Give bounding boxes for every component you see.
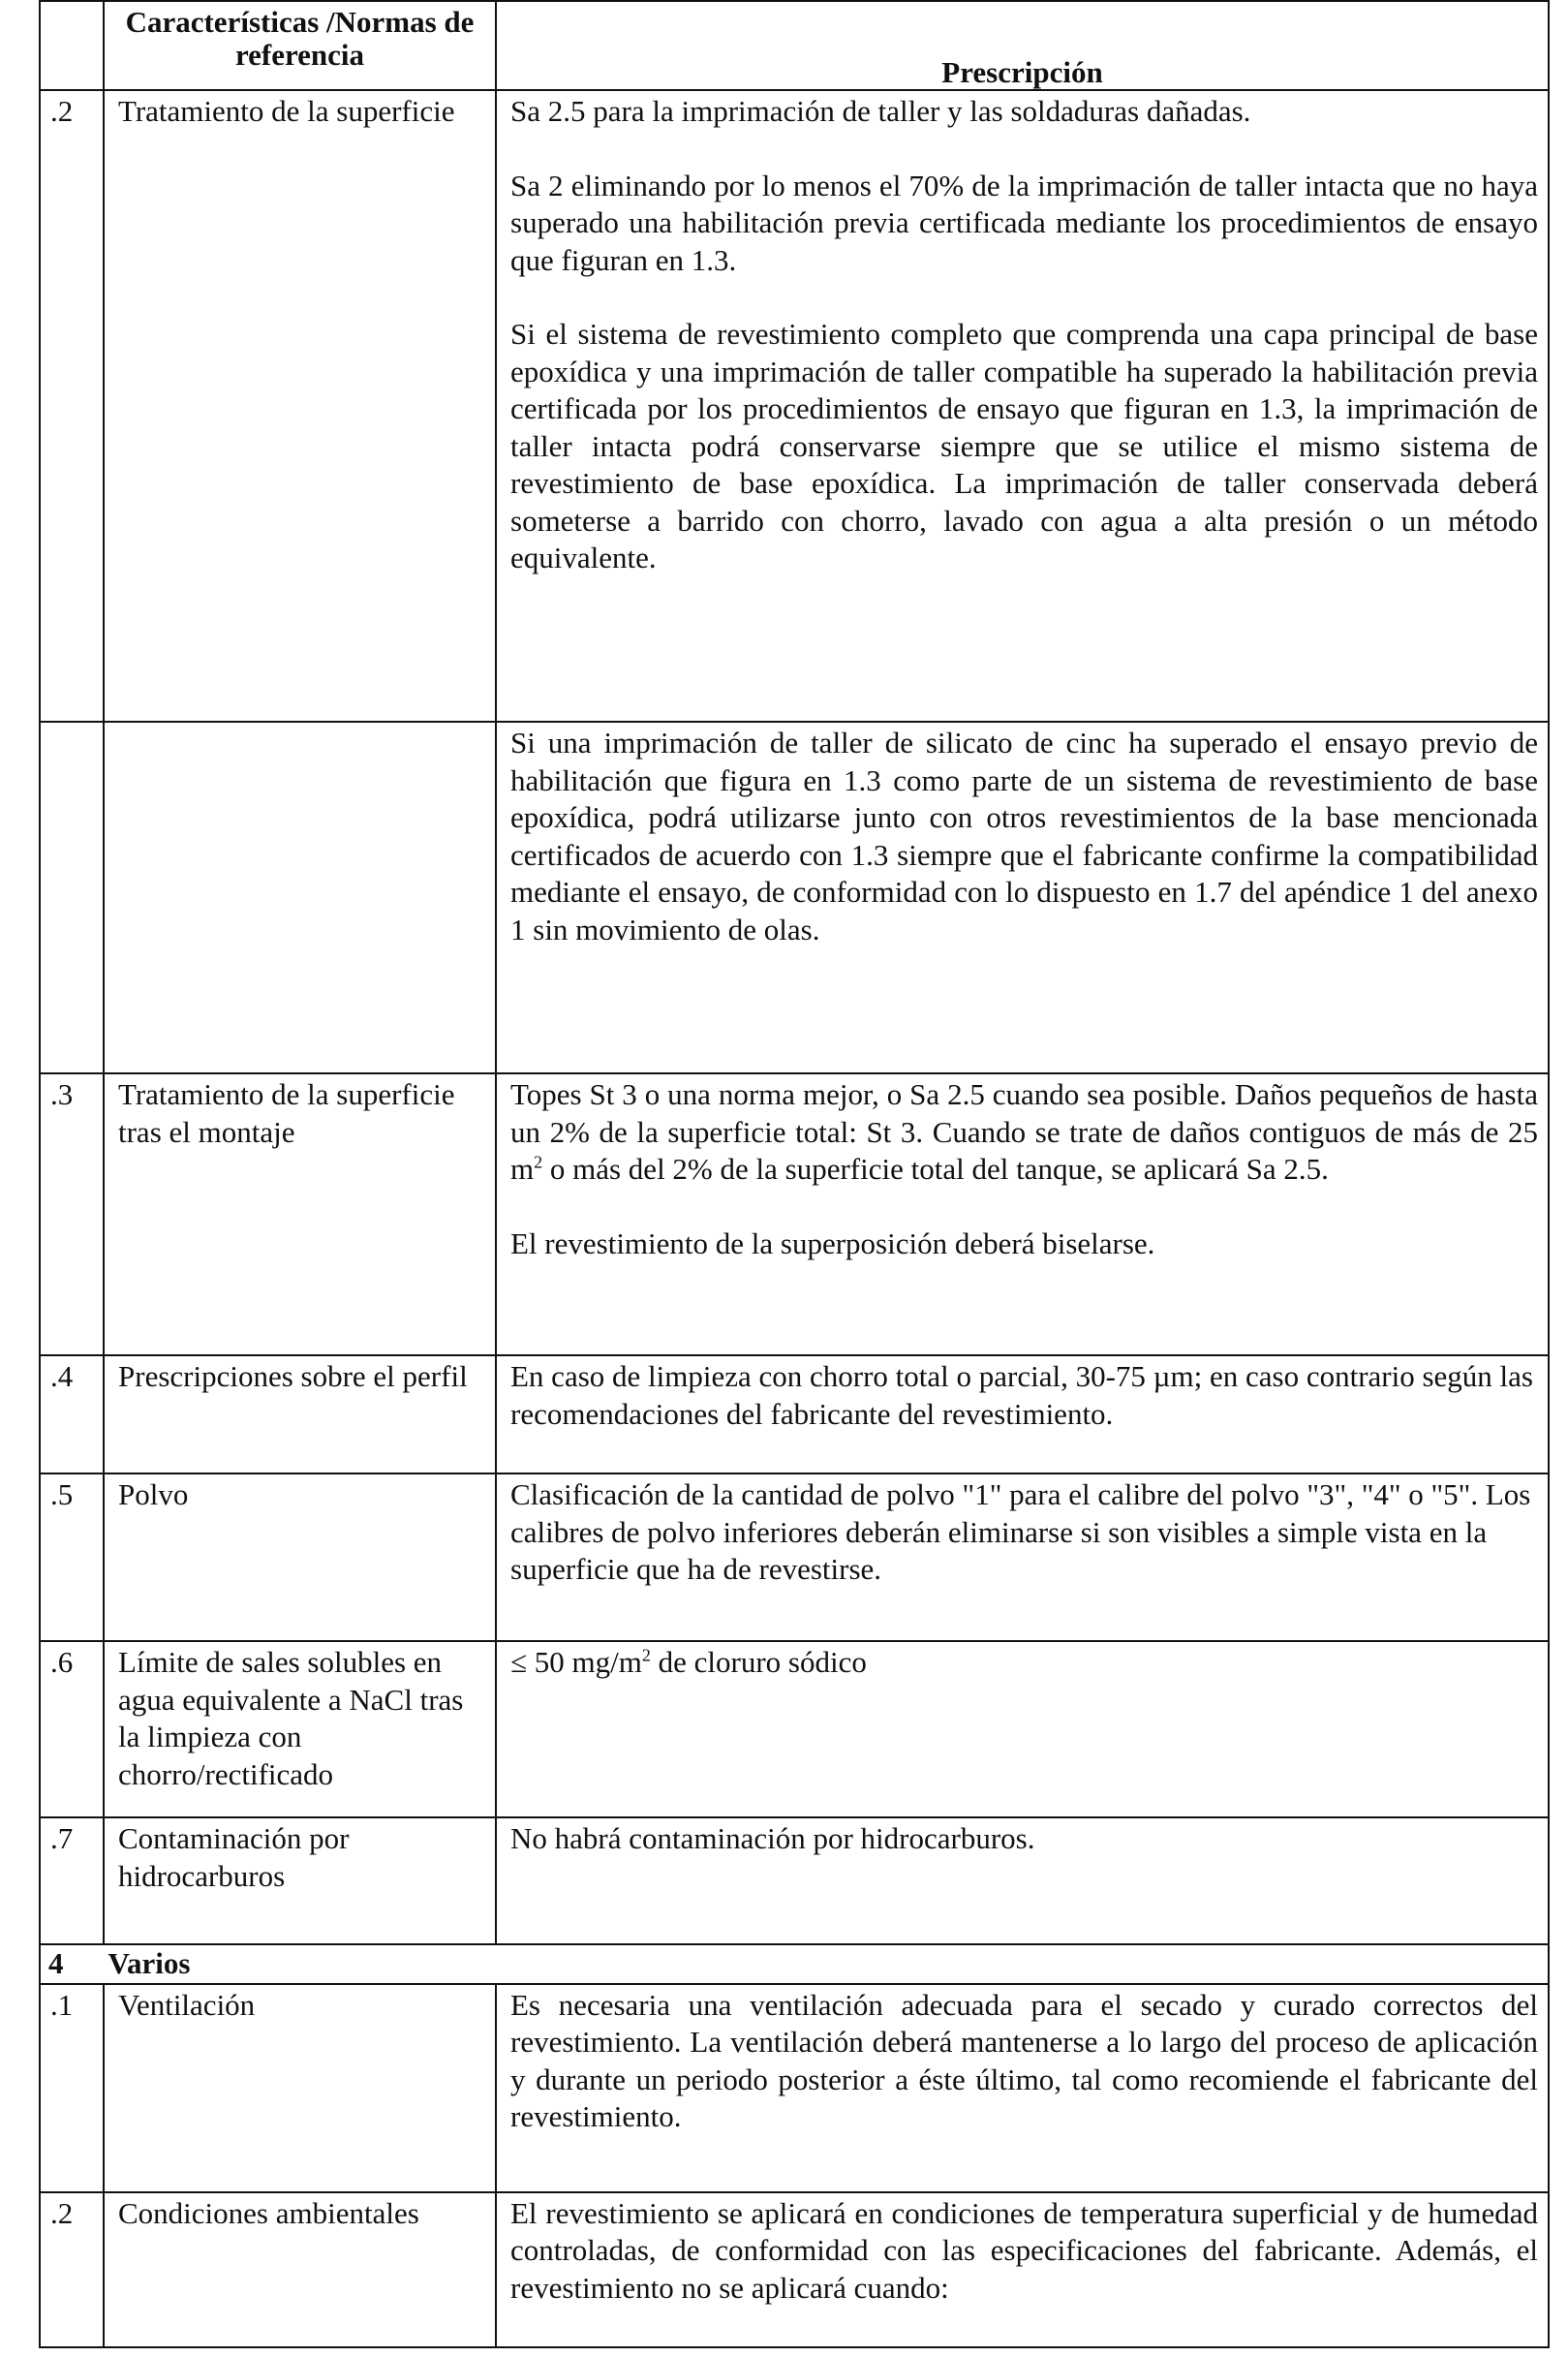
row-characteristic: Límite de sales solubles en agua equivalente a NaCl tras la limpieza con chorro/rectificado (104, 1641, 496, 1817)
row-prescription (496, 1473, 1549, 1641)
row-characteristic (104, 722, 496, 1073)
row-characteristic: Tratamiento de la superficie (104, 90, 496, 722)
row-prescription (496, 1817, 1549, 1944)
row-prescription (496, 2192, 1549, 2347)
row-characteristic: Prescripciones sobre el perfil (104, 1355, 496, 1473)
prescription-paragraph: Sa 2.5 para la imprimación de taller y las soldaduras dañadas. (510, 94, 1251, 128)
prescription-paragraph: Si una imprimación de taller de silicato de cinc ha superado el ensayo previo de habilitación que figura en 1.3 como parte de un sistema de revestimiento de base epoxídica, podrá utilizarse junto con otros revestimientos de la base mencionada certificados de acuerdo con 1.3 siempre que el fabricante confirme la compatibilidad mediante el ensayo, de conformidad con lo dispuesto en 1.7 del apéndice 1 del anexo 1 sin movimiento de olas. (510, 726, 1538, 946)
row-characteristic: Tratamiento de la superficie tras el montaje (104, 1073, 496, 1355)
prescription-text: ≤ 50 mg/m (510, 1645, 642, 1679)
header-num-cell (40, 1, 104, 90)
row-prescription (496, 1355, 1549, 1473)
table-row (40, 722, 1549, 1073)
row-number: .1 (40, 1984, 104, 2192)
row-prescription (496, 722, 1549, 1073)
row-characteristic: Polvo (104, 1473, 496, 1641)
superscript: 2 (641, 1645, 651, 1665)
table-row (40, 1073, 1549, 1355)
prescription-paragraph: El revestimiento de la superposición deberá biselarse. (510, 1225, 1155, 1260)
row-number: .5 (40, 1473, 104, 1641)
prescriptions-table (39, 0, 1550, 2348)
row-prescription (496, 1641, 1549, 1817)
prescription-paragraph: Es necesaria una ventilación adecuada para el secado y curado correctos del revestimiento. La ventilación deberá mantenerse a lo largo del proceso de aplicación y durante un periodo posterior a éste último, tal como recomiende el fabricante del revestimiento. (510, 1987, 1538, 2133)
prescription-text: Topes St 3 o una norma mejor, o Sa 2.5 cuando sea posible. Daños pequeños de hasta un 2% de la superficie total: St 3. Cuando se trate de daños contiguos de más de 25 m (510, 1077, 1538, 1186)
row-prescription (496, 90, 1549, 722)
table-row (40, 1984, 1549, 2192)
prescription-paragraph: El revestimiento se aplicará en condiciones de temperatura superficial y de humedad controladas, de conformidad con las especificaciones del fabricante. Además, el revestimiento no se aplicará cuando: (510, 2195, 1538, 2305)
prescription-text: de cloruro sódico (650, 1645, 867, 1679)
superscript: 2 (534, 1152, 543, 1172)
prescription-paragraph (510, 1644, 1538, 1682)
table-header (40, 1, 1549, 90)
prescription-paragraph: No habrá contaminación por hidrocarburos. (510, 1821, 1035, 1855)
row-number (40, 722, 104, 1073)
row-number: .4 (40, 1355, 104, 1473)
section-row (40, 1944, 1549, 1984)
table-row (40, 1817, 1549, 1944)
section-number: 4 (48, 1946, 64, 1980)
table-row (40, 1641, 1549, 1817)
table-row (40, 90, 1549, 722)
section-heading (40, 1944, 1549, 1984)
prescription-text: o más del 2% de la superficie total del tanque, se aplicará Sa 2.5. (542, 1152, 1329, 1186)
prescription-paragraph: Sa 2 eliminando por lo menos el 70% de la imprimación de taller intacta que no haya superado una habilitación previa certificada mediante los procedimientos de ensayo que figuran en 1.3. (510, 168, 1538, 277)
header-characteristics: Características /Normas de referencia (104, 1, 496, 90)
header-prescription: Prescripción (496, 1, 1549, 90)
row-number: .2 (40, 90, 104, 722)
row-characteristic: Condiciones ambientales (104, 2192, 496, 2347)
row-prescription (496, 1073, 1549, 1355)
table-row (40, 1473, 1549, 1641)
prescription-paragraph: Clasificación de la cantidad de polvo "1" para el calibre del polvo "3", "4" o "5". Los calibres de polvo inferiores deberán eliminarse si son visibles a simple vista en la superficie que ha de revestirse. (510, 1477, 1531, 1586)
row-characteristic: Ventilación (104, 1984, 496, 2192)
table-row (40, 1355, 1549, 1473)
row-number: .2 (40, 2192, 104, 2347)
row-number: .3 (40, 1073, 104, 1355)
row-number: .6 (40, 1641, 104, 1817)
row-prescription (496, 1984, 1549, 2192)
prescription-paragraph (510, 1076, 1538, 1189)
prescription-paragraph: Si el sistema de revestimiento completo que comprenda una capa principal de base epoxídica y una imprimación de taller compatible ha superado la habilitación previa certificada por los procedimientos de ensayo que figuran en 1.3, la imprimación de taller intacta podrá conservarse siempre que se utilice el mismo sistema de revestimiento de base epoxídica. La imprimación de taller conservada deberá someterse a barrido con chorro, lavado con agua a alta presión o un método equivalente. (510, 317, 1538, 574)
row-characteristic: Contaminación por hidrocarburos (104, 1817, 496, 1944)
row-number: .7 (40, 1817, 104, 1944)
section-title: Varios (108, 1946, 191, 1980)
prescription-paragraph: En caso de limpieza con chorro total o parcial, 30-75 µm; en caso contrario según las recomendaciones del fabricante del revestimiento. (510, 1359, 1533, 1431)
table-row (40, 2192, 1549, 2347)
